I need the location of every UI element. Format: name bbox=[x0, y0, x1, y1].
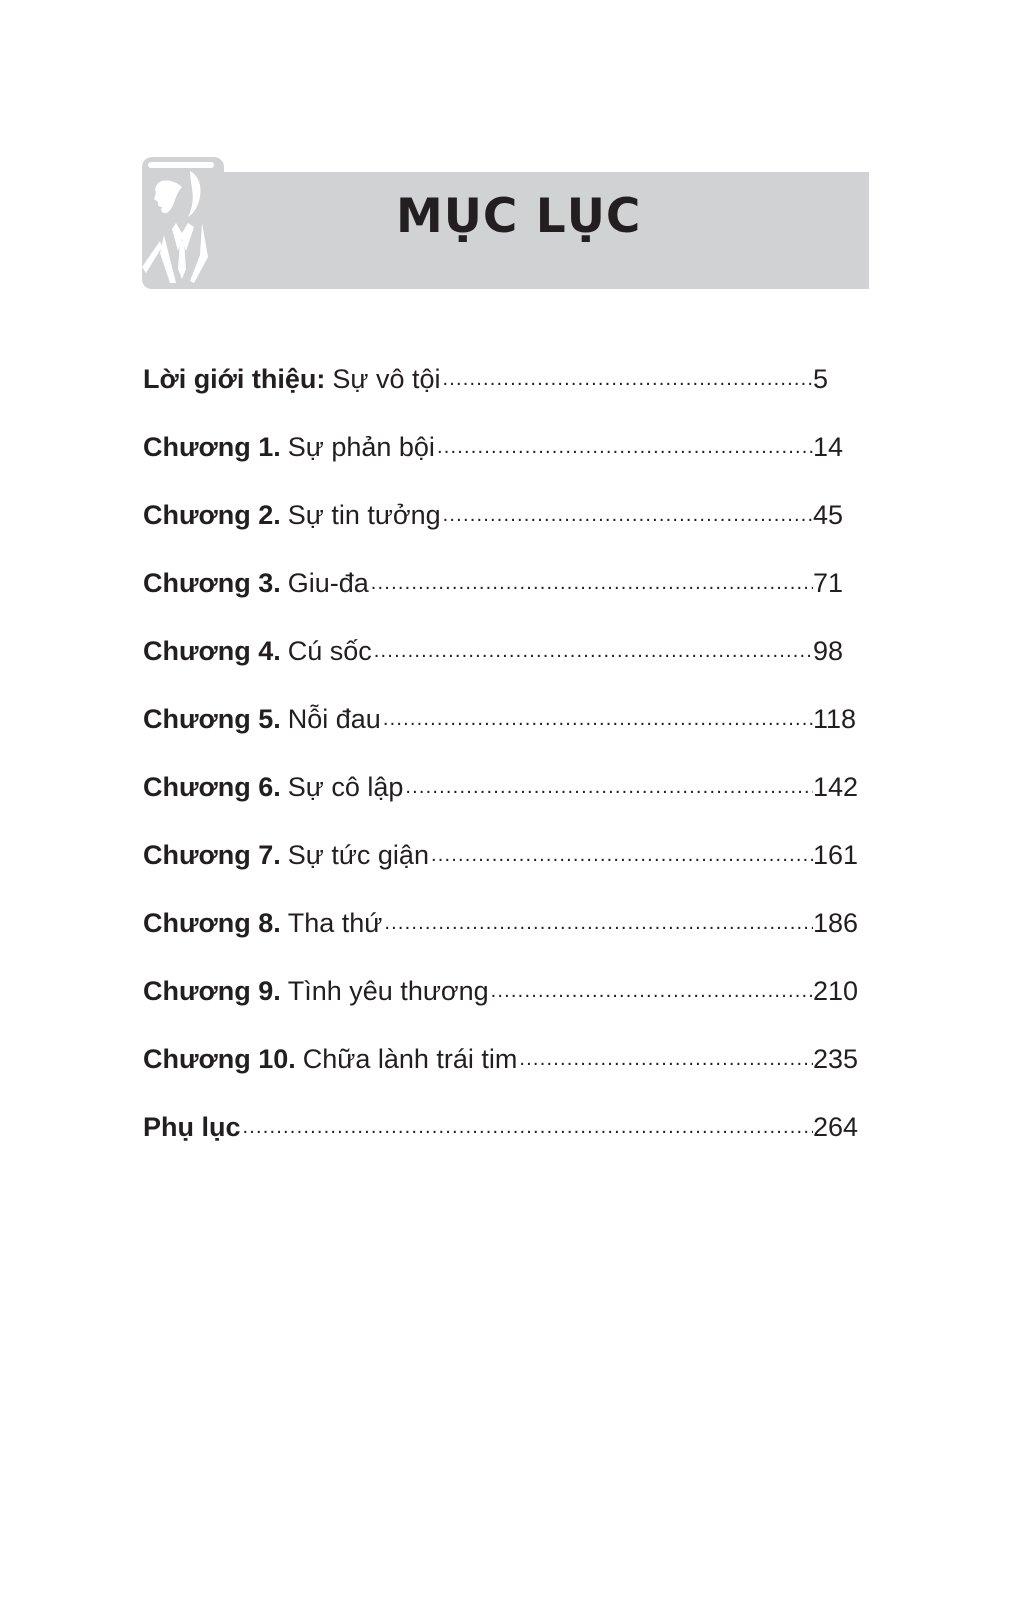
toc-entry-title: Tình yêu thương bbox=[287, 976, 489, 1006]
toc-entry-page: 264 bbox=[813, 1112, 859, 1142]
toc-entry-title: Chữa lành trái tim bbox=[302, 1044, 518, 1074]
dot-leader bbox=[381, 702, 813, 736]
toc-entry-page: 142 bbox=[813, 772, 859, 802]
toc-entry-label: Chương 4. bbox=[143, 636, 281, 666]
toc-entry-chapter-2[interactable] bbox=[143, 498, 873, 566]
toc-entry-page: 14 bbox=[813, 432, 844, 462]
toc-entry-chapter-10[interactable] bbox=[143, 1042, 873, 1110]
toc-entry-page: 210 bbox=[813, 976, 859, 1006]
dot-leader bbox=[517, 1042, 813, 1076]
toc-entry-chapter-8[interactable] bbox=[143, 906, 873, 974]
dot-leader bbox=[435, 430, 813, 464]
toc-header bbox=[142, 157, 869, 289]
toc-entry-page: 118 bbox=[813, 704, 857, 734]
toc-entry-page: 161 bbox=[813, 840, 859, 870]
dot-leader bbox=[369, 566, 813, 600]
toc-entry-page: 98 bbox=[813, 636, 844, 666]
toc-entry-chapter-5[interactable] bbox=[143, 702, 873, 770]
toc-entry-title: Tha thứ bbox=[287, 908, 383, 938]
toc-entry-page: 235 bbox=[813, 1044, 859, 1074]
toc-entry-chapter-1[interactable] bbox=[143, 430, 873, 498]
toc-entry-label: Chương 2. bbox=[143, 500, 281, 530]
dot-leader bbox=[489, 974, 813, 1008]
dot-leader bbox=[429, 838, 813, 872]
toc-entry-chapter-6[interactable] bbox=[143, 770, 873, 838]
toc-entry-title: Cú sốc bbox=[287, 636, 372, 666]
toc-entry-label: Chương 6. bbox=[143, 772, 281, 802]
dot-leader bbox=[372, 634, 813, 668]
toc-entry-title: Sự tức giận bbox=[287, 840, 429, 870]
dot-leader bbox=[441, 362, 814, 396]
toc-entry-label: Chương 5. bbox=[143, 704, 281, 734]
toc-entry-label: Phụ lục bbox=[143, 1112, 241, 1142]
toc-entry-label: Chương 10. bbox=[143, 1044, 296, 1074]
toc-entry-title: Sự vô tội bbox=[332, 364, 441, 394]
toc-entry-chapter-9[interactable] bbox=[143, 974, 873, 1042]
toc-entry-label: Chương 7. bbox=[143, 840, 281, 870]
man-in-suit-silhouette-icon bbox=[142, 157, 224, 289]
toc-entry-title: Nỗi đau bbox=[287, 704, 381, 734]
toc-entry-label: Chương 1. bbox=[143, 432, 281, 462]
dot-leader bbox=[403, 770, 813, 804]
table-of-contents bbox=[143, 362, 873, 1178]
toc-entry-title: Sự phản bội bbox=[287, 432, 435, 462]
toc-entry-label: Chương 9. bbox=[143, 976, 281, 1006]
toc-entry-label: Lời giới thiệu: bbox=[143, 364, 326, 394]
toc-entry-chapter-3[interactable] bbox=[143, 566, 873, 634]
toc-entry-appendix[interactable] bbox=[143, 1110, 873, 1178]
page-title: MỤC LỤC bbox=[396, 189, 642, 244]
toc-entry-page: 45 bbox=[813, 500, 844, 530]
dot-leader bbox=[241, 1110, 813, 1144]
toc-entry-title: Giu-đa bbox=[287, 568, 369, 598]
toc-entry-title: Sự cô lập bbox=[287, 772, 404, 802]
toc-entry-chapter-7[interactable] bbox=[143, 838, 873, 906]
toc-entry-title: Sự tin tưởng bbox=[287, 500, 441, 530]
dot-leader bbox=[441, 498, 813, 532]
toc-entry-page: 71 bbox=[813, 568, 844, 598]
toc-entry-introduction[interactable] bbox=[143, 362, 873, 430]
dot-leader bbox=[382, 906, 813, 940]
toc-entry-page: 5 bbox=[813, 364, 829, 394]
toc-entry-chapter-4[interactable] bbox=[143, 634, 873, 702]
toc-entry-label: Chương 3. bbox=[143, 568, 281, 598]
toc-entry-label: Chương 8. bbox=[143, 908, 281, 938]
toc-entry-page: 186 bbox=[813, 908, 859, 938]
